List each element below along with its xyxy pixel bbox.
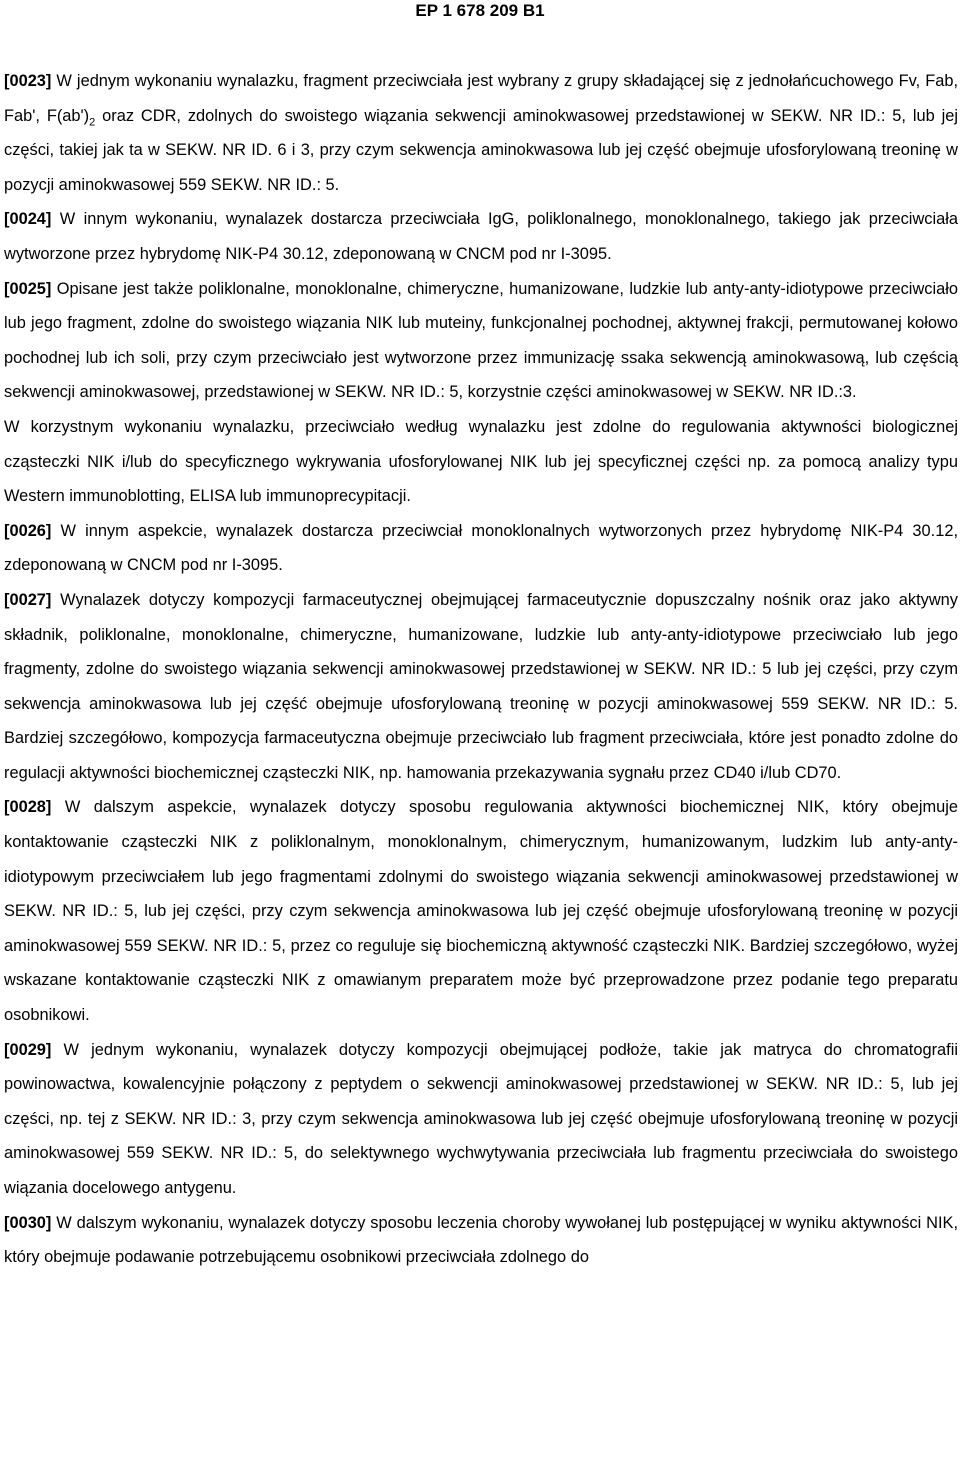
paragraph-number: [0025] [4,279,52,298]
patent-number: EP 1 678 209 B1 [415,1,545,20]
paragraph-0023 [4,64,958,202]
paragraph-0030 [4,1206,958,1275]
paragraph-text: Opisane jest także poliklonalne, monoklonalne, chimeryczne, humanizowane, ludzkie lub anty-anty-idiotypowe przeciwciało lub jego fragment, zdolne do swoistego wiązania NIK lub muteiny, funkcjonalnej pochodnej, aktywnej frakcji, permutowanej kołowo pochodnej lub ich soli, przy czym przeciwciało jest wytworzone przez immunizację ssaka sekwencją aminokwasową, lub częścią sekwencji aminokwasowej, przedstawionej w SEKW. NR ID.: 5, korzystnie części aminokwasowej w SEKW. NR ID.:3. [4,279,958,402]
paragraph-text: W innym wykonaniu, wynalazek dostarcza przeciwciała IgG, poliklonalnego, monoklonalnego, takiego jak przeciwciała wytworzone przez hybrydomę NIK-P4 30.12, zdeponowaną w CNCM pod nr I-3095. [4,210,958,263]
paragraph-0025 [4,272,958,410]
page-header [0,0,960,22]
paragraph-0029 [4,1033,958,1206]
paragraph-0028 [4,790,958,1032]
paragraph-0026 [4,514,958,583]
paragraph-0027 [4,583,958,791]
paragraph-number: [0026] [4,521,52,540]
document-body [4,64,958,1275]
paragraph-number: [0028] [4,798,52,817]
paragraph-0024 [4,202,958,271]
paragraph-text: W jednym wykonaniu wynalazku, fragment przeciwciała jest wybrany z grupy składającej się z jednołańcuchowego Fv, Fab, Fab', F(ab') [4,72,958,125]
paragraph-text: Wynalazek dotyczy kompozycji farmaceutycznej obejmującej farmaceutycznie dopuszczalny nośnik oraz jako aktywny składnik, poliklonalne, monoklonalne, chimeryczne, humanizowane, ludzkie lub anty-anty-idiotypowe przeciwciało lub jego fragmenty, zdolne do swoistego wiązania sekwencji aminokwasowej przedstawionej w SEKW. NR ID.: 5 lub jej części, przy czym sekwencja aminokwasowa lub jej część obejmuje ufosforylowaną treoninę w pozycji aminokwasowej 559 SEKW. NR ID.: 5. Bardziej szczegółowo, kompozycja farmaceutyczna obejmuje przeciwciało lub fragment przeciwciała, które jest ponadto zdolne do regulacji aktywności biochemicznej cząsteczki NIK, np. hamowania przekazywania sygnału przez CD40 i/lub CD70. [4,590,958,782]
paragraph-number: [0027] [4,590,52,609]
paragraph-number: [0030] [4,1213,52,1232]
paragraph-text: W jednym wykonaniu, wynalazek dotyczy kompozycji obejmującej podłoże, takie jak matryca do chromatografii powinowactwa, kowalencyjnie połączony z peptydem o sekwencji aminokwasowej przedstawionej w SEKW. NR ID.: 5, lub jej części, np. tej z SEKW. NR ID.: 3, przy czym sekwencja aminokwasowa lub jej część obejmuje ufosforylowaną treoninę w pozycji aminokwasowej 559 SEKW. NR ID.: 5, do selektywnego wychwytywania przeciwciała lub fragmentu przeciwciała do swoistego wiązania docelowego antygenu. [4,1040,958,1197]
paragraph-text: W dalszym wykonaniu, wynalazek dotyczy sposobu leczenia choroby wywołanej lub postępującej w wyniku aktywności NIK, który obejmuje podawanie potrzebującemu osobnikowi przeciwciała zdolnego do [4,1213,958,1267]
subscript: 2 [89,115,96,128]
paragraph-text: W korzystnym wykonaniu wynalazku, przeciwciało według wynalazku jest zdolne do regulowania aktywności biologicznej cząsteczki NIK i/lub do specyficznego wykrywania ufosforylowanej NIK lub jej specyficznej części np. za pomocą analizy typu Western immunoblotting, ELISA lub immunoprecypitacji. [4,417,958,506]
paragraph-number: [0024] [4,210,52,229]
paragraph-text: W innym aspekcie, wynalazek dostarcza przeciwciał monoklonalnych wytworzonych przez hybrydomę NIK-P4 30.12, zdeponowaną w CNCM pod nr I-3095. [4,521,958,575]
paragraph-text: W dalszym aspekcie, wynalazek dotyczy sposobu regulowania aktywności biochemicznej NIK, który obejmuje kontaktowanie cząsteczki NIK z poliklonalnym, monoklonalnym, chimerycznym, humanizowanym, ludzkim lub anty-anty-idiotypowym przeciwciałem lub jego fragmentami zdolnymi do swoistego wiązania sekwencji aminokwasowej przedstawionej w SEKW. NR ID.: 5, lub jej części, przy czym sekwencja aminokwasowa lub jej część obejmuje ufosforylowaną treoninę w pozycji aminokwasowej 559 SEKW. NR ID.: 5, przez co reguluje się biochemiczną aktywność cząsteczki NIK. Bardziej szczegółowo, wyżej wskazane kontaktowanie cząsteczki NIK z omawianym preparatem może być przeprowadzone przez podanie tego preparatu osobnikowi. [4,798,958,1025]
paragraph-text: oraz CDR, zdolnych do swoistego wiązania sekwencji aminokwasowej przedstawionej w SEKW. NR ID.: 5, lub jej części, takiej jak ta w SEKW. NR ID. 6 i 3, przy czym sekwencja aminokwasowa lub jej część obejmuje ufosforylowaną treoninę w pozycji aminokwasowej 559 SEKW. NR ID.: 5. [4,106,958,194]
paragraph-number: [0029] [4,1040,52,1059]
paragraph-number: [0023] [4,72,52,90]
paragraph-0025-continued [4,410,958,514]
